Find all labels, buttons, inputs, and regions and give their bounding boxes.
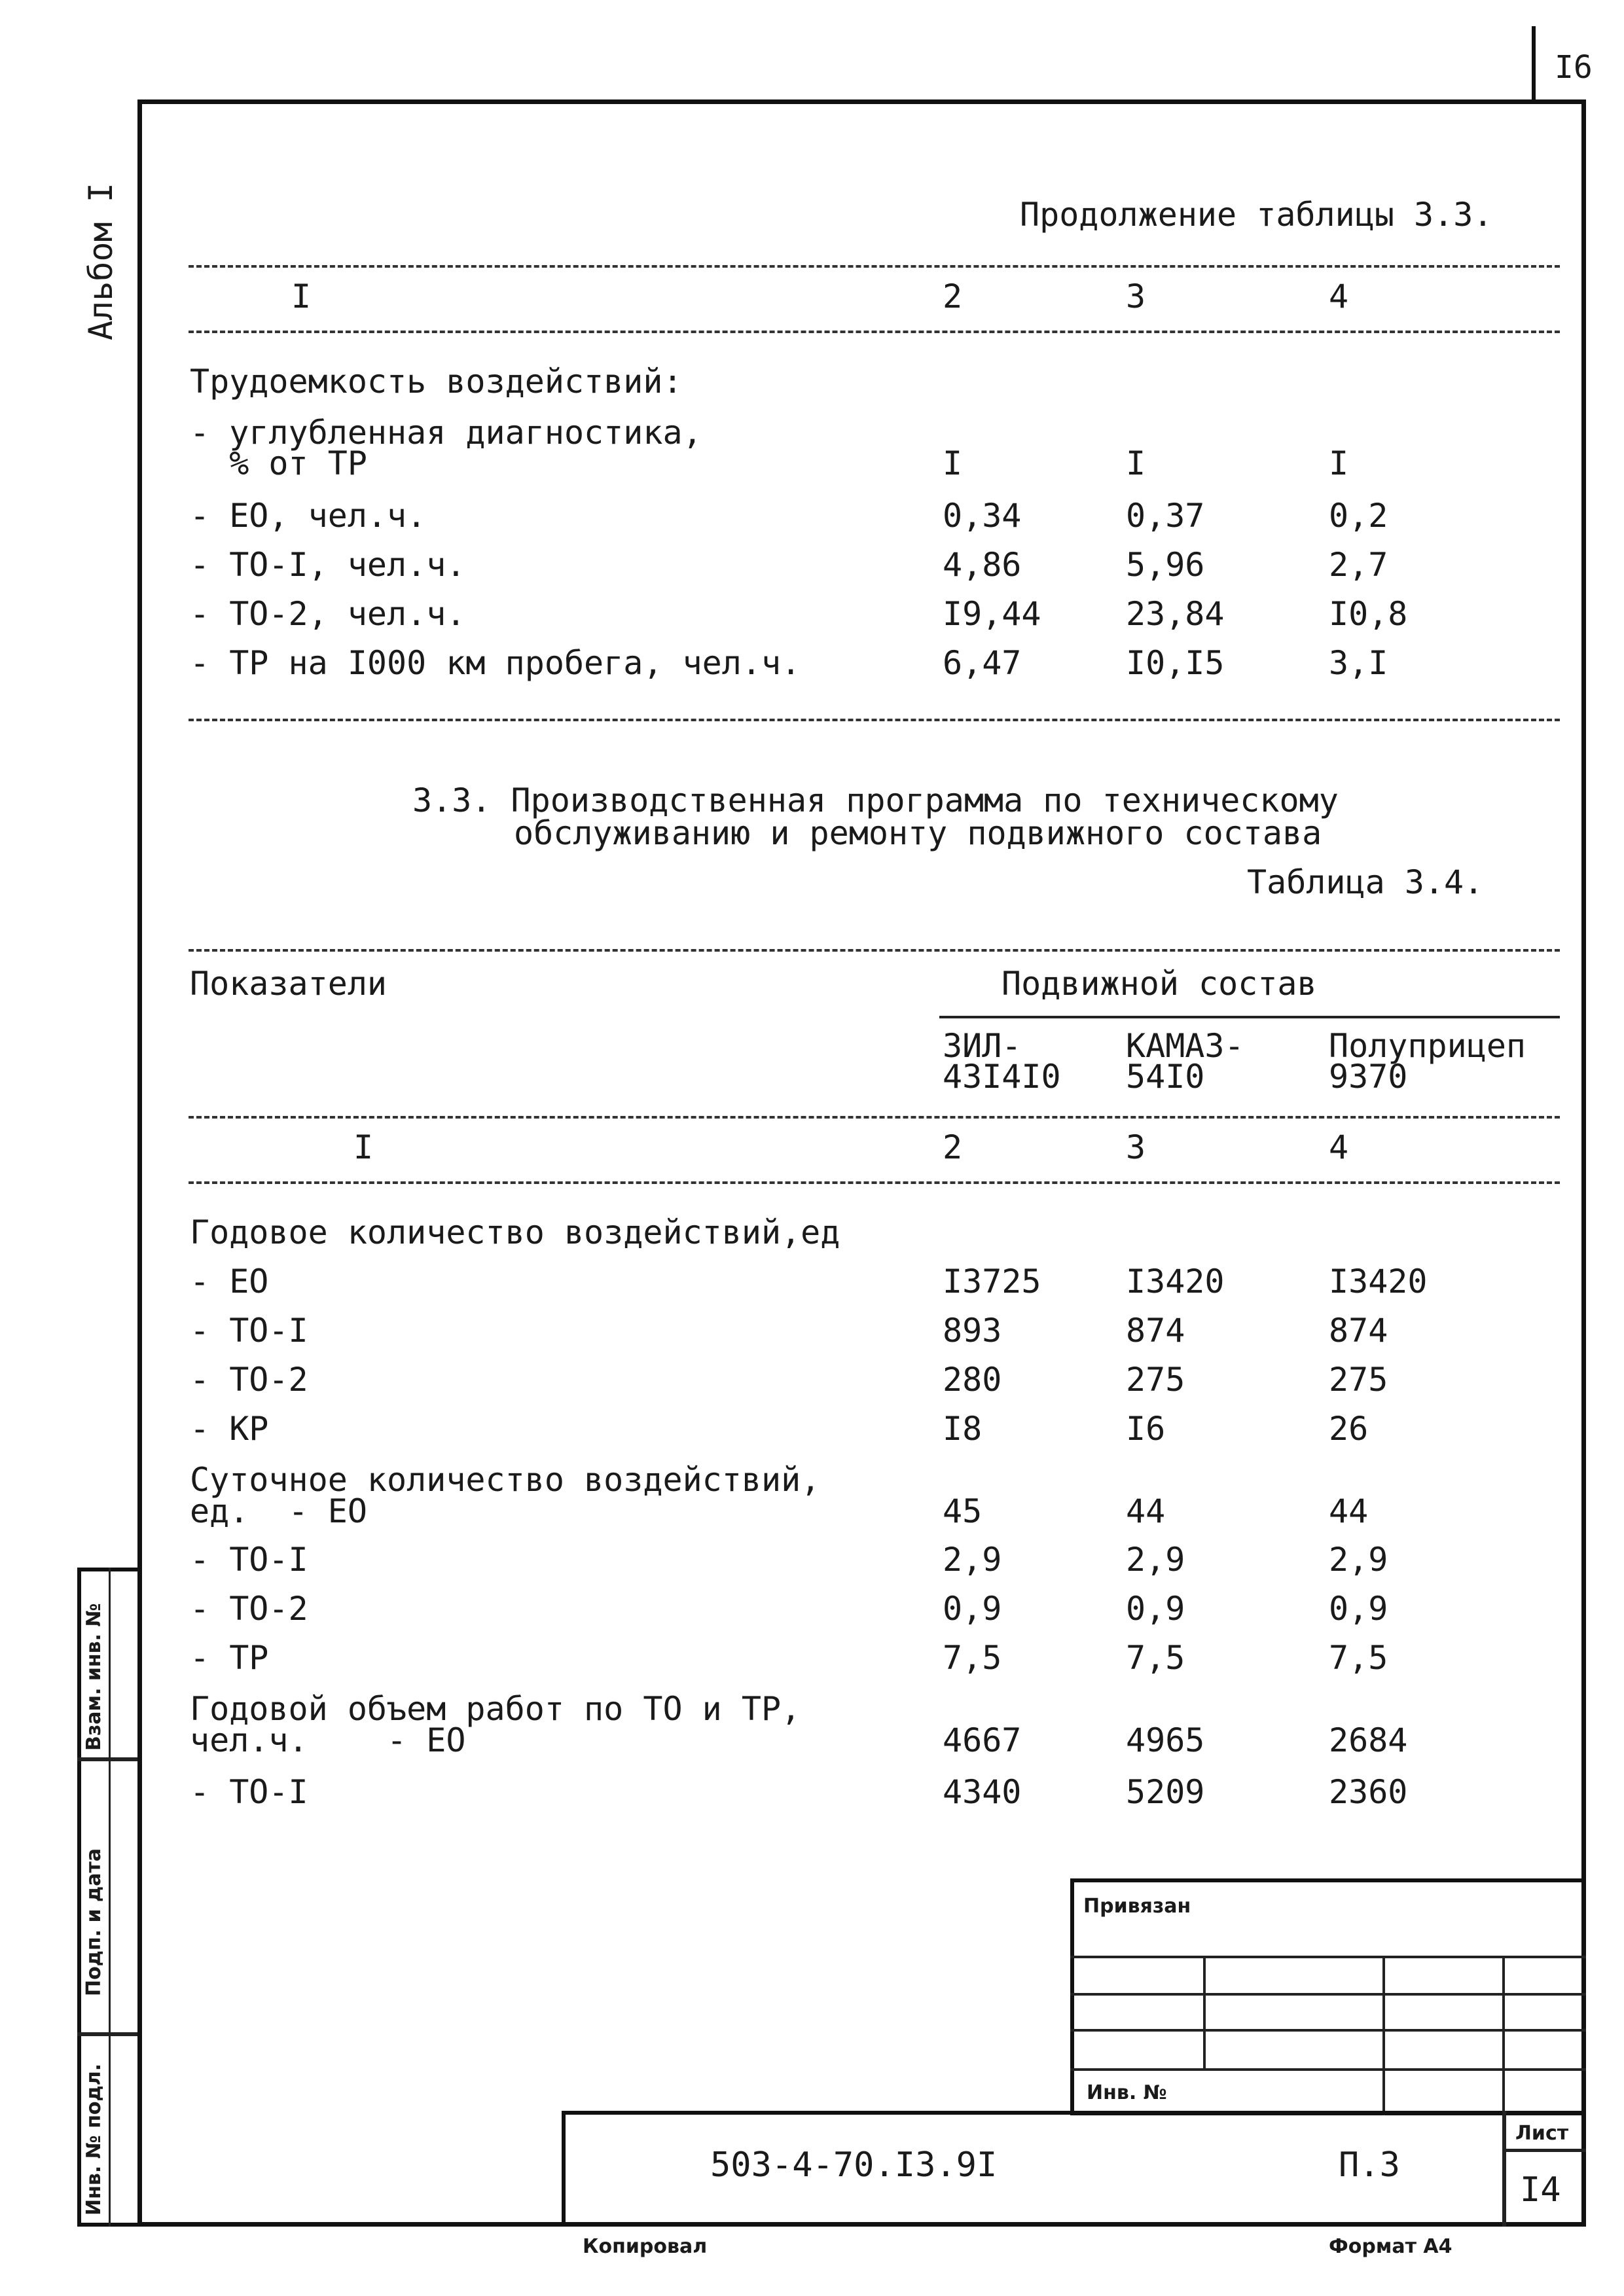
table-cell: I — [943, 444, 963, 482]
table-cell: 44 — [1126, 1492, 1166, 1530]
row-label: - ТО-I — [190, 1773, 308, 1811]
sheet-label: Лист — [1515, 2122, 1569, 2145]
table-rule — [939, 1016, 1560, 1018]
table-cell: 0,37 — [1126, 497, 1205, 535]
vehicle-header: 43I4I0 — [943, 1058, 1061, 1096]
table-cell: 4,86 — [943, 546, 1022, 584]
binding-grid-line — [1203, 1956, 1206, 2068]
binding-label: Привязан — [1083, 1895, 1191, 1918]
row-label: - ТР — [190, 1639, 269, 1677]
table-cell: 874 — [1126, 1312, 1185, 1350]
table-rule — [189, 1116, 1560, 1119]
vehicle-header: Полуприцеп — [1329, 1027, 1526, 1065]
table-cell: 2684 — [1329, 1721, 1408, 1759]
album-label: Альбом I — [82, 183, 120, 340]
table-cell: 7,5 — [1126, 1639, 1185, 1677]
binding-grid-line — [1382, 1956, 1385, 2115]
side-stamp-divider — [77, 1757, 137, 1761]
section-title: Трудоемкость воздействий: — [190, 363, 683, 401]
table-cell: 275 — [1126, 1361, 1185, 1399]
table-cell: 2360 — [1329, 1773, 1408, 1811]
page-number-divider — [1532, 26, 1536, 103]
side-stamp-label: Инв. № подл. — [82, 2063, 105, 2215]
table-cell: 6,47 — [943, 644, 1022, 682]
column-number: I — [291, 278, 312, 315]
table-rule — [189, 1181, 1560, 1184]
vehicle-header: 9370 — [1329, 1058, 1408, 1096]
table-cell: 3,I — [1329, 644, 1388, 682]
table-cell: 0,34 — [943, 497, 1022, 535]
binding-grid-line — [1070, 1993, 1586, 1996]
table-cell: I0,8 — [1329, 595, 1408, 633]
row-label: чел.ч. - ЕО — [190, 1721, 466, 1759]
table-cell: 45 — [943, 1492, 983, 1530]
column-number: 2 — [943, 1128, 963, 1166]
row-label: - ТО-2 — [190, 1361, 308, 1399]
side-stamp-divider — [109, 1568, 111, 2227]
table-cell: 893 — [943, 1312, 1002, 1350]
table-rule — [189, 949, 1560, 952]
row-label: - ЕО, чел.ч. — [190, 497, 427, 535]
column-number: 3 — [1126, 1128, 1146, 1166]
sheet-box-divider — [1502, 2111, 1506, 2227]
table-cell: 4667 — [943, 1721, 1022, 1759]
table-label: Таблица 3.4. — [1247, 863, 1484, 901]
sheet-number: I4 — [1520, 2170, 1561, 2210]
table-cell: 7,5 — [943, 1639, 1002, 1677]
table-cell: 0,9 — [1329, 1590, 1388, 1628]
table-cell: I — [1329, 444, 1349, 482]
footer-copied: Копировал — [583, 2235, 708, 2258]
table-cell: I8 — [943, 1410, 983, 1448]
vehicle-header: 54I0 — [1126, 1058, 1205, 1096]
table-rule — [189, 331, 1560, 333]
row-label: - ТО-I, чел.ч. — [190, 546, 466, 584]
table-rule — [189, 265, 1560, 268]
row-label: - КР — [190, 1410, 269, 1448]
row-label: - ТО-I — [190, 1541, 308, 1579]
row-label: - углубленная диагностика, — [190, 414, 702, 452]
row-label: % от ТР — [190, 444, 367, 482]
table-cell: 5209 — [1126, 1773, 1205, 1811]
table-cell: 2,9 — [1329, 1541, 1388, 1579]
vehicle-header: КАМАЗ- — [1126, 1027, 1244, 1065]
table-cell: 0,2 — [1329, 497, 1388, 535]
column-number: 4 — [1329, 278, 1349, 315]
table-cell: 2,7 — [1329, 546, 1388, 584]
row-label: - ТО-2 — [190, 1590, 308, 1628]
binding-grid-line — [1502, 1956, 1505, 2115]
section-heading: 3.3. Производственная программа по техническому — [412, 781, 1339, 819]
table-cell: 5,96 — [1126, 546, 1205, 584]
row-label: - ТО-I — [190, 1312, 308, 1350]
section-heading: обслуживанию и ремонту подвижного состава — [514, 814, 1322, 852]
table-cell: I — [1126, 444, 1146, 482]
binding-grid-line — [1070, 2068, 1586, 2071]
table-cell: I3420 — [1126, 1263, 1225, 1300]
table-cell: I3725 — [943, 1263, 1041, 1300]
footer-format: Формат А4 — [1329, 2235, 1453, 2258]
table-cell: I9,44 — [943, 595, 1041, 633]
row-label: - ЕО — [190, 1263, 269, 1300]
binding-grid-line — [1070, 1956, 1586, 1958]
column-number: 2 — [943, 278, 963, 315]
table-cell: 4340 — [943, 1773, 1022, 1811]
table-cell: 23,84 — [1126, 595, 1225, 633]
side-stamp-label: Подп. и дата — [82, 1848, 105, 1996]
table-cell: 7,5 — [1329, 1639, 1388, 1677]
table-cell: I3420 — [1329, 1263, 1428, 1300]
table-cell: I6 — [1126, 1410, 1166, 1448]
row-label: - ТО-2, чел.ч. — [190, 595, 466, 633]
table-cell: 2,9 — [943, 1541, 1002, 1579]
page-number: I6 — [1555, 49, 1593, 86]
column-number: 3 — [1126, 278, 1146, 315]
document-code: 503-4-70.I3.9I — [710, 2145, 998, 2185]
row-label: Годовой объем работ по ТО и ТР, — [190, 1690, 801, 1728]
row-label: - ТР на I000 км пробега, чел.ч. — [190, 644, 801, 682]
table-rule — [189, 719, 1560, 721]
side-stamp-label: Взам. инв. № — [82, 1603, 105, 1751]
table-cell: 0,9 — [943, 1590, 1002, 1628]
row-label: ед. - ЕО — [190, 1492, 367, 1530]
column-header-indicators: Показатели — [190, 965, 388, 1003]
table-cell: 0,9 — [1126, 1590, 1185, 1628]
row-label: Суточное количество воздействий, — [190, 1461, 821, 1499]
sheet-reference: П.3 — [1339, 2145, 1400, 2185]
inv-no-label: Инв. № — [1087, 2081, 1167, 2104]
table-cell: 26 — [1329, 1410, 1369, 1448]
column-number: I — [353, 1128, 374, 1166]
column-group-header: Подвижной состав — [1001, 965, 1317, 1003]
table-cell: 275 — [1329, 1361, 1388, 1399]
binding-grid-line — [1070, 2029, 1586, 2032]
vehicle-header: ЗИЛ- — [943, 1027, 1022, 1065]
table-cell: I0,I5 — [1126, 644, 1225, 682]
table-cell: 4965 — [1126, 1721, 1205, 1759]
table-cell: 44 — [1329, 1492, 1369, 1530]
table-cell: 280 — [943, 1361, 1002, 1399]
table-cell: 874 — [1329, 1312, 1388, 1350]
table-cell: 2,9 — [1126, 1541, 1185, 1579]
table-continuation-title: Продолжение таблицы 3.3. — [1020, 196, 1493, 234]
side-stamp-divider — [77, 2032, 137, 2036]
column-number: 4 — [1329, 1128, 1349, 1166]
row-label: Годовое количество воздействий,ед — [190, 1213, 840, 1251]
